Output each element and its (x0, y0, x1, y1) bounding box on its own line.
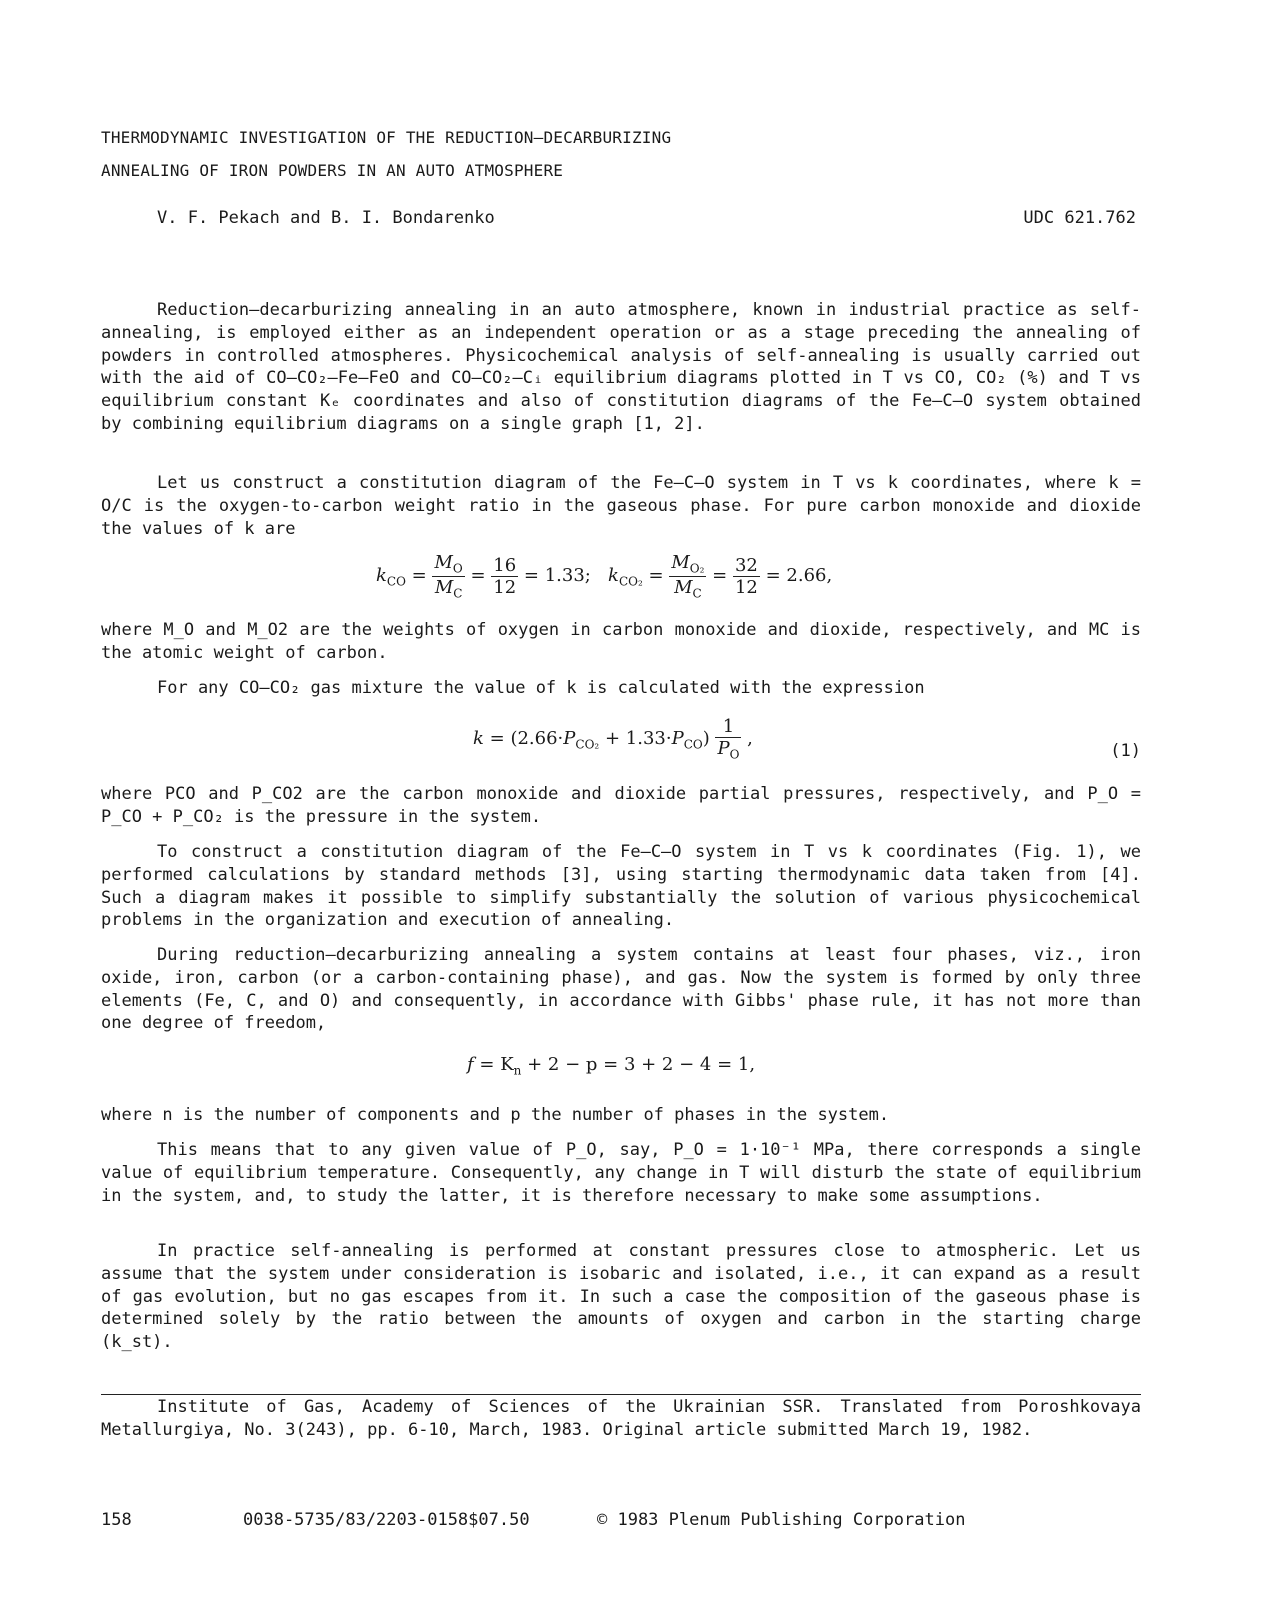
publication-code: 0038-5735/83/2203-0158$07.50 (243, 1510, 530, 1530)
paragraph-10: In practice self-annealing is performed at constant pressures close to atmospheric. Let us assume that the system under consideration is isobaric and isolated, i.e., it can expand as a result of gas evolution, but no gas escapes from it. In such a case the composition of the gaseous phase is determined solely by the ratio between the amounts of oxygen and carbon in the starting charge (k_st). (101, 1241, 1141, 1353)
paragraph-4: For any CO—CO₂ gas mixture the value of k is calculated with the expression (157, 678, 925, 698)
equation-1: $k = (2.66\cdot P_{CO_2} + 1.33\cdot P_{CO})$ $\frac{1}{P_O}$ , (473, 716, 753, 762)
title-line-2: ANNEALING OF IRON POWDERS IN AN AUTO ATMOSPHERE (101, 161, 564, 180)
page-number: 158 (101, 1510, 132, 1530)
equation-gibbs: $f = K_n + 2 - p = 3 + 2 - 4 = 1$, (467, 1054, 756, 1078)
copyright: © 1983 Plenum Publishing Corporation (597, 1510, 966, 1530)
footnote-rule (101, 1394, 1141, 1395)
paragraph-6: To construct a constitution diagram of the Fe—C—O system in T vs k coordinates (Fig. 1), we performed calculations by standard methods [3], using starting thermodynamic data taken from [4]. Such a diagram makes it possible to simplify substantially the solution of various physicochemical problems in the organization and execution of annealing. (101, 842, 1141, 931)
paragraph-8: where n is the number of components and p the number of phases in the system. (101, 1105, 890, 1125)
paragraph-5: where PCO and P_CO2 are the carbon monoxide and dioxide partial pressures, respectively, and P_O = P_CO + P_CO₂ is the pressure in the system. (101, 784, 1141, 827)
title-line-1: THERMODYNAMIC INVESTIGATION OF THE REDUCTION—DECARBURIZING (101, 128, 672, 147)
footnote: Institute of Gas, Academy of Sciences of the Ukrainian SSR. Translated from Poroshkovaya Metallurgiya, No. 3(243), pp. 6-10, March, 1983. Original article submitted March 19, 1982. (101, 1397, 1141, 1440)
paragraph-3: where M_O and M_O2 are the weights of oxygen in carbon monoxide and dioxide, respectively, and MC is the atomic weight of carbon. (101, 620, 1141, 663)
equation-1-number: (1) (1110, 741, 1141, 761)
udc-code: UDC 621.762 (1023, 208, 1136, 228)
paragraph-2: Let us construct a constitution diagram of the Fe—C—O system in T vs k coordinates, where k = O/C is the oxygen-to-carbon weight ratio in the gaseous phase. For pure carbon monoxide and dioxide the values of k are (101, 473, 1141, 539)
authors: V. F. Pekach and B. I. Bondarenko (157, 208, 495, 228)
paragraph-1: Reduction—decarburizing annealing in an auto atmosphere, known in industrial practice as self-annealing, is employed either as an independent operation or as a stage preceding the annealing of powders in controlled atmospheres. Physicochemical analysis of self-annealing is usually carried out with the aid of CO—CO₂—Fe—FeO and CO—CO₂—Cᵢ equilibrium diagrams plotted in T vs CO, CO₂ (%) and T vs equilibrium constant Kₑ coordinates and also of constitution diagrams of the Fe—C—O system obtained by combining equilibrium diagrams on a single graph [1, 2]. (101, 300, 1141, 434)
paragraph-9: This means that to any given value of P_O, say, P_O = 1·10⁻¹ MPa, there corresponds a single value of equilibrium temperature. Consequently, any change in T will disturb the state of equilibrium in the system, and, to study the latter, it is therefore necessary to make some assumptions. (101, 1140, 1141, 1206)
equation-k-values: $k_{CO}$ = $\frac{M_O}{M_C}$ = $\frac{16}{12}$ = 1.33; $k_{CO_2}$ = $\frac{M_{O_2}}{M_C}$ = $\frac{32}{12}$ = 2.66, (376, 552, 833, 601)
paragraph-7: During reduction—decarburizing annealing a system contains at least four phases, viz., iron oxide, iron, carbon (or a carbon-containing phase), and gas. Now the system is formed by only three elements (Fe, C, and O) and consequently, in accordance with Gibbs' phase rule, it has not more than one degree of freedom, (101, 945, 1141, 1034)
